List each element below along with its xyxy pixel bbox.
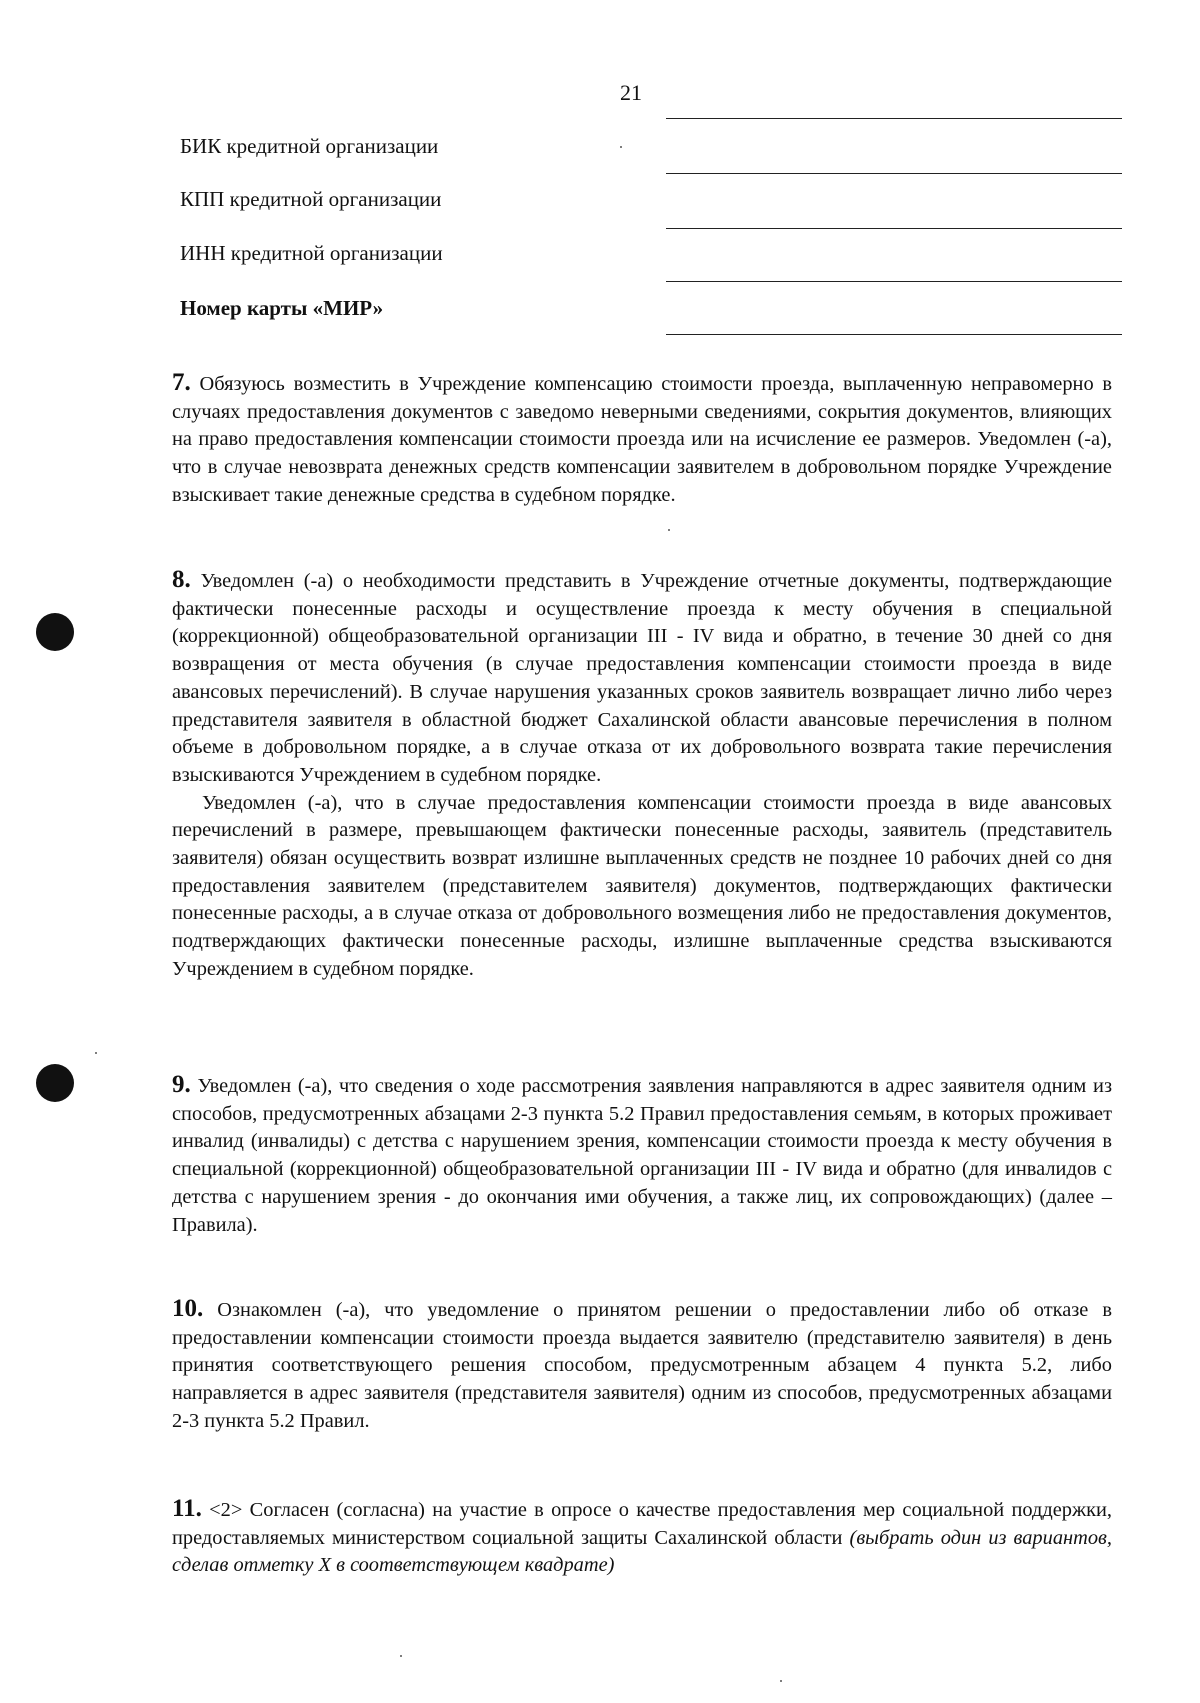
inn-field-line[interactable] [666,281,1122,282]
paragraph-7 [172,369,1112,510]
paragraph-10 [172,1295,1112,1436]
scan-speck [668,529,670,531]
paragraph-8-text-2: Уведомлен (-а), что в случае предоставления компенсации стоимости проезда в виде авансовых перечислений в размере, превышающем фактически понесенные расходы, заявитель (представитель заявителя) обязан осуществить возврат излишне выплаченных средств не позднее 10 рабочих дней со дня предоставления заявителем (представителем заявителя) документов, подтверждающих фактически понесенные расходы, а в случае отказа от добровольного возмещения либо не предоставления документов, подтверждающих фактически понесенные расходы, излишне выплаченные средства взыскиваются Учреждением в судебном порядке. [172,791,1112,980]
paragraph-7-number: 7. [172,369,191,396]
mir-card-label: Номер карты «МИР» [180,296,384,320]
bik-field-line[interactable] [666,173,1122,174]
punch-hole-upper [36,613,74,651]
mir-card-field-line[interactable] [666,334,1122,335]
scan-speck [400,1655,402,1657]
paragraph-11-text: <2> Согласен (согласна) на участие в опросе о качестве предоставления мер социальной поддержки, предоставляемых министерством социальной защиты Сахалинской области [172,1499,1112,1549]
kpp-field-line[interactable] [666,228,1122,229]
paragraph-10-text: Ознакомлен (-а), что уведомление о принятом решении о предоставлении либо об отказе в предоставлении компенсации стоимости проезда выдается заявителю (представителю заявителя) в день принятия соответствующего решения способом, предусмотренным абзацем 4 пункта 5.2, либо направляется в адрес заявителя (представителя заявителя) одним из способов, предусмотренных абзацами 2-3 пункта 5.2 Правил. [172,1299,1112,1432]
scan-speck [95,1052,97,1054]
paragraph-11 [172,1495,1112,1580]
scan-speck [780,1680,782,1682]
field-line-top [666,118,1122,119]
bik-label: БИК кредитной организации [180,134,439,158]
paragraph-8-number: 8. [172,566,191,593]
inn-label: ИНН кредитной организации [180,241,443,265]
paragraph-8-text: Уведомлен (-а) о необходимости представить в Учреждение отчетные документы, подтверждающие фактически понесенные расходы и осуществление проезда к месту обучения в специальной (коррекционной) общеобразовательной организации III - IV вида и обратно, в течение 30 дней со дня возвращения от места обучения (в случае предоставления компенсации стоимости проезда в виде авансовых перечислений). В случае нарушения указанных сроков заявитель возвращает лично либо через представителя заявителя в областной бюджет Сахалинской области авансовые перечисления в полном объеме в добровольном порядке, а в случае отказа от их добровольного возврата такие перечисления взыскиваются Учреждением в судебном порядке. [172,570,1112,786]
page-number: 21 [620,80,642,105]
paragraph-8 [172,566,1112,984]
paragraph-9-text: Уведомлен (-а), что сведения о ходе рассмотрения заявления направляются в адрес заявителя одним из способов, предусмотренных абзацами 2-3 пункта 5.2 Правил предоставления семьям, в которых проживает инвалид (инвалиды) с детства с нарушением зрения, компенсации стоимости проезда к месту обучения в специальной (коррекционной) общеобразовательной организации III - IV вида и обратно (для инвалидов с детства с нарушением зрения - до окончания ими обучения, а также лиц, их сопровождающих) (далее – Правила). [172,1075,1112,1236]
scan-speck [620,146,622,148]
paragraph-7-text: Обязуюсь возместить в Учреждение компенсацию стоимости проезда, выплаченную неправомерно в случаях предоставления документов с заведомо неверными сведениями, сокрытия документов, влияющих на право предоставления компенсации стоимости проезда или на исчисление ее размеров. Уведомлен (-а), что в случае невозврата денежных средств компенсации заявителем в добровольном порядке Учреждение взыскивает такие денежные средства в судебном порядке. [172,373,1112,506]
paragraph-11-number: 11. [172,1495,202,1522]
kpp-label: КПП кредитной организации [180,187,442,211]
paragraph-10-number: 10. [172,1295,204,1322]
paragraph-11-instruction: (выбрать один из вариантов, сделав отметку X в соответствующем квадрате) [172,1526,1113,1577]
paragraph-9-number: 9. [172,1071,191,1098]
paragraph-9 [172,1071,1112,1239]
punch-hole-lower [36,1064,74,1102]
